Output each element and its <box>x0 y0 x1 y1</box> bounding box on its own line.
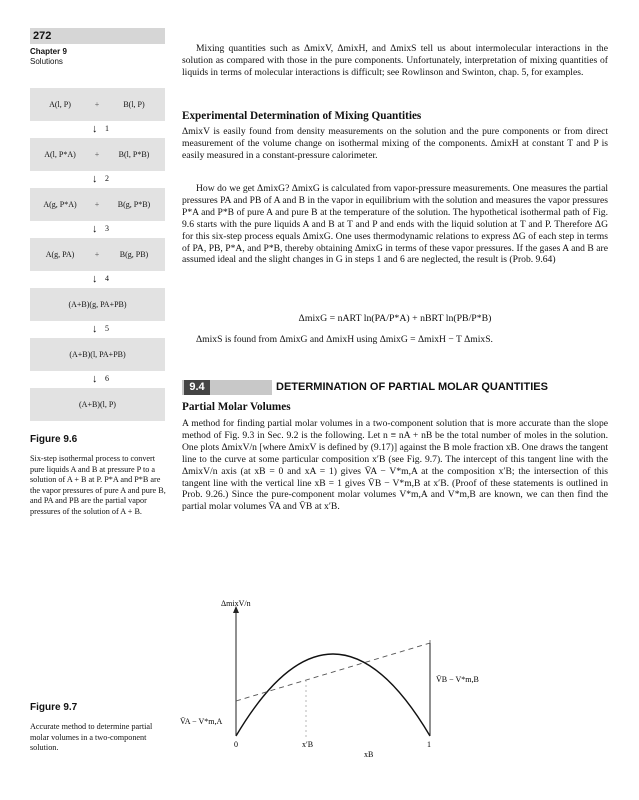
figure-9-7-caption: Accurate method to determine partial molar volumes in a two-component solution. <box>30 722 153 752</box>
x-prime-label: x′B <box>302 740 314 749</box>
step-number: 3 <box>105 224 109 233</box>
down-arrow-icon: ↓ <box>92 223 98 235</box>
intro-text: Mixing quantities such as ΔmixV, ΔmixH, and ΔmixS tell us about intermolecular interactions in the solution as compared with those in the pure components. Unfortunately, interpretation of mixing quantities of liquids in terms of molecular interactions is difficult; see Rowlinson and Swinton, chap. 5, for examples. <box>182 43 608 78</box>
down-arrow-icon: ↓ <box>92 173 98 185</box>
section-title: DETERMINATION OF PARTIAL MOLAR QUANTITIES <box>276 381 548 393</box>
fig96-box-3-right: B(g, P*B) <box>117 200 151 209</box>
para-3-text: ΔmixS is found from ΔmixG and ΔmixH using ΔmixG = ΔmixH − T ΔmixS. <box>196 334 493 345</box>
y-axis-label: ΔmixV/n <box>221 599 251 608</box>
figure-9-7-label: Figure 9.7 <box>30 702 78 713</box>
fig96-box-4-right: B(g, PB) <box>119 250 149 259</box>
mixing-curve <box>236 654 430 736</box>
heading-experimental: Experimental Determination of Mixing Quantities <box>182 110 422 122</box>
down-arrow-icon: ↓ <box>92 273 98 285</box>
down-arrow-icon: ↓ <box>92 323 98 335</box>
left-intercept-label: V̄A − V*m,A <box>180 717 223 726</box>
figure-9-6-caption: Six-step isothermal process to convert pure liquids A and B at pressure P to a solution of A + B at P. P*A and P*B are the vapor pressures of pure A and pure B, and PA and PB are the partial vapor pressures of the solution of A + B. <box>30 454 166 516</box>
plus-sign: + <box>94 250 100 259</box>
fig96-box-2-right: B(l, P*B) <box>118 150 150 159</box>
chapter-number: Chapter 9 <box>30 47 67 56</box>
fig96-box-1-right: B(l, P) <box>123 100 145 109</box>
fig96-box-6-text: (A+B)(l, PA+PB) <box>69 350 126 359</box>
tangent-line <box>236 643 430 701</box>
chapter-title: Solutions <box>30 57 63 66</box>
right-intercept-label: V̄B − V*m,B <box>436 675 479 684</box>
x-tick-0: 0 <box>234 740 238 749</box>
heading-partial-molar-volumes: Partial Molar Volumes <box>182 401 291 413</box>
step-number: 4 <box>105 274 109 283</box>
section-number: 9.4 <box>184 380 210 395</box>
step-number: 1 <box>105 124 109 133</box>
para-4-text: A method for finding partial molar volumes in a two-component solution that is more accurate than the slope method of Fig. 9.3 in Sec. 9.2 is the following. Let n ≡ nA + nB be the total number of moles in the solution. One plots ΔmixV/n [where ΔmixV is defined by (9.17)] against the B mole fraction xB. One draws the tangent line to the curve at some particular composition x′B (see Fig. 9.7). The intercept of this tangent line with the ΔmixV/n axis (at xB = 0 and xA = 1) gives V̄A − V*m,A at the composition x′B; the intersection of this tangent line with the vertical line xB = 1 gives V̄B − V*m,B at x′B. (Proof of these statements is outlined in Prob. 9.26.) Since the pure-component molar volumes V*m,A and V*m,B are known, we can then find the partial molar volumes V̄A and V̄B at x′B. <box>182 418 608 513</box>
para-2-text: How do we get ΔmixG? ΔmixG is calculated from vapor-pressure measurements. One measures the partial pressures PA and PB of A and B in the vapor in equilibrium with the solution and measures the vapor pressures P*A and P*B of pure A and pure B at the temperature of the solution. The hypothetical isothermal path of Fig. 9.6 starts with the pure liquids A and B at T and P and ends with the liquid solution at T and P. Therefore ΔG for this six-step process equals ΔmixG. One uses thermodynamic relations to express ΔG of each step in terms of PA, PB, P*A, and P*B, thereby obtaining ΔmixG in terms of these vapor pressures. If the gases A and B are assumed ideal and the slight changes in G in steps 1 and 6 are neglected, the result is (Prob. 9.64) <box>182 183 608 266</box>
fig96-box-5-text: (A+B)(g, PA+PB) <box>68 300 127 309</box>
x-tick-1: 1 <box>427 740 431 749</box>
plus-sign: + <box>94 100 100 109</box>
step-number: 6 <box>105 374 109 383</box>
para-1-text: ΔmixV is easily found from density measurements on the solution and the pure components or from direct measurement of the volume change on isothermal mixing of the components. ΔmixH at constant T and P is easily measured in a constant-pressure calorimeter. <box>182 126 608 161</box>
fig96-box-7-text: (A+B)(l, P) <box>79 400 116 409</box>
fig96-box-4-left: A(g, PA) <box>45 250 75 259</box>
step-number: 2 <box>105 174 109 183</box>
equation-mixing-gibbs: ΔmixG = nART ln(PA/P*A) + nBRT ln(PB/P*B) <box>298 313 492 324</box>
plus-sign: + <box>94 200 100 209</box>
down-arrow-icon: ↓ <box>92 373 98 385</box>
figure-9-6-label: Figure 9.6 <box>30 434 78 445</box>
fig96-box-3-left: A(g, P*A) <box>43 200 77 209</box>
down-arrow-icon: ↓ <box>92 123 98 135</box>
plus-sign: + <box>94 150 100 159</box>
page-number: 272 <box>33 30 52 42</box>
fig96-box-1-left: A(l, P) <box>49 100 71 109</box>
step-number: 5 <box>105 324 109 333</box>
fig96-box-2-left: A(l, P*A) <box>44 150 76 159</box>
x-axis-label: xB <box>364 750 374 759</box>
